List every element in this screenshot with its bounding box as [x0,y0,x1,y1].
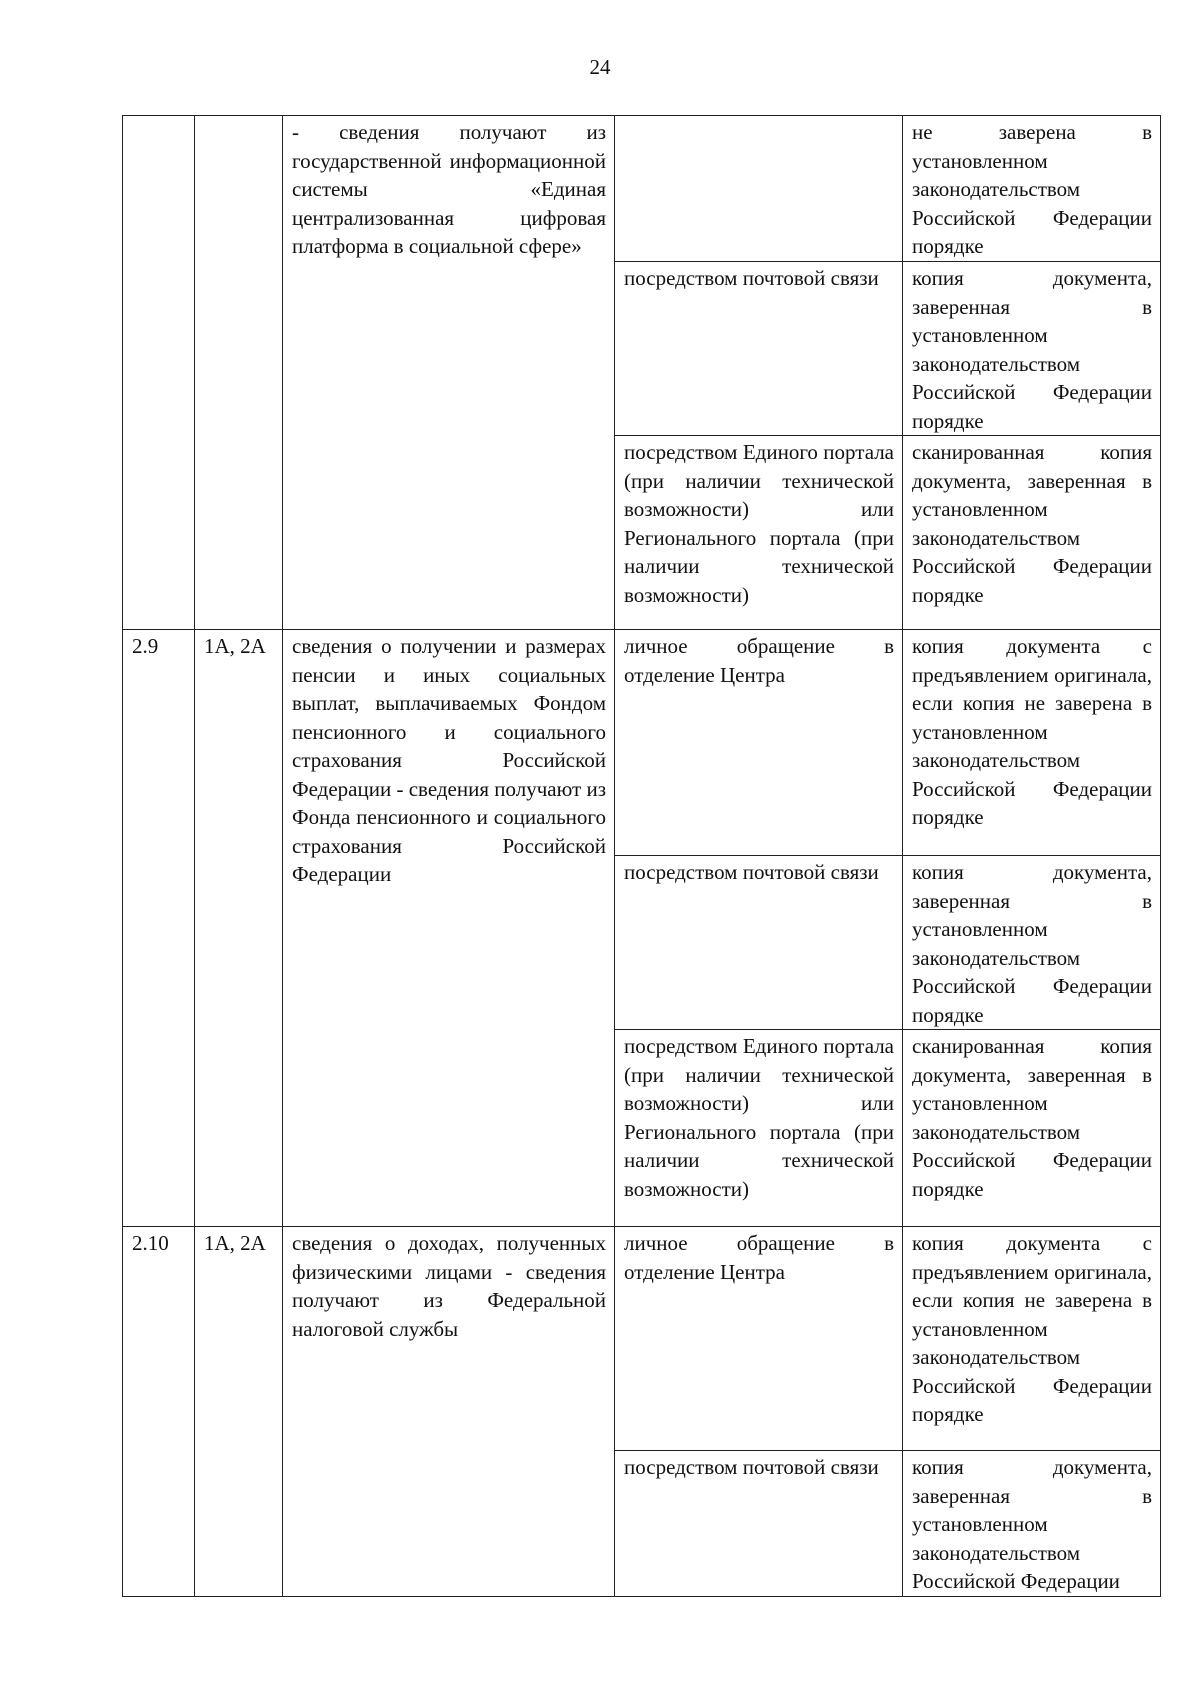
method-cell: посредством Единого портала (при наличии технической возможности) или Регионального портала (при наличии технической возможности) [615,436,903,630]
form-cell: сканированная копия документа, заверенная в установленном законодательством Российской Федерации порядке [903,1030,1161,1227]
method-cell: личное обращение в отделение Центра [615,1227,903,1451]
form-cell: сканированная копия документа, заверенная в установленном законодательством Российской Федерации порядке [903,436,1161,630]
form-cell: копия документа с предъявлением оригинала, если копия не заверена в установленном законодательством Российской Федерации порядке [903,630,1161,856]
row-number: 2.9 [123,630,195,1227]
form-cell: копия документа, заверенная в установленном законодательством Российской Федерации [903,1451,1161,1597]
row-info: сведения о доходах, полученных физическими лицами - сведения получают из Федеральной налоговой службы [283,1227,615,1597]
method-cell: посредством почтовой связи [615,1451,903,1597]
row-category: 1А, 2А [195,1227,283,1597]
form-cell: копия документа, заверенная в установленном законодательством Российской Федерации порядке [903,262,1161,436]
row-number [123,116,195,630]
table-row [123,630,1161,856]
form-cell: копия документа, заверенная в установленном законодательством Российской Федерации порядке [903,856,1161,1030]
method-cell: посредством почтовой связи [615,262,903,436]
row-category [195,116,283,630]
method-cell: посредством почтовой связи [615,856,903,1030]
row-info: - сведения получают из государственной информационной системы «Единая централизованная цифровая платформа в социальной сфере» [283,116,615,630]
requirements-table [122,115,1161,1597]
row-category: 1А, 2А [195,630,283,1227]
page-number: 24 [589,55,611,79]
table-row [123,1227,1161,1451]
form-cell: не заверена в установленном законодательством Российской Федерации порядке [903,116,1161,262]
row-info: сведения о получении и размерах пенсии и иных социальных выплат, выплачиваемых Фондом пенсионного и социального страхования Российской Федерации - сведения получают из Фонда пенсионного и социального страхования Российской Федерации [283,630,615,1227]
method-cell: личное обращение в отделение Центра [615,630,903,856]
table-row [123,116,1161,262]
row-number: 2.10 [123,1227,195,1597]
method-cell: посредством Единого портала (при наличии технической возможности) или Регионального портала (при наличии технической возможности) [615,1030,903,1227]
method-cell [615,116,903,262]
form-cell: копия документа с предъявлением оригинала, если копия не заверена в установленном законодательством Российской Федерации порядке [903,1227,1161,1451]
